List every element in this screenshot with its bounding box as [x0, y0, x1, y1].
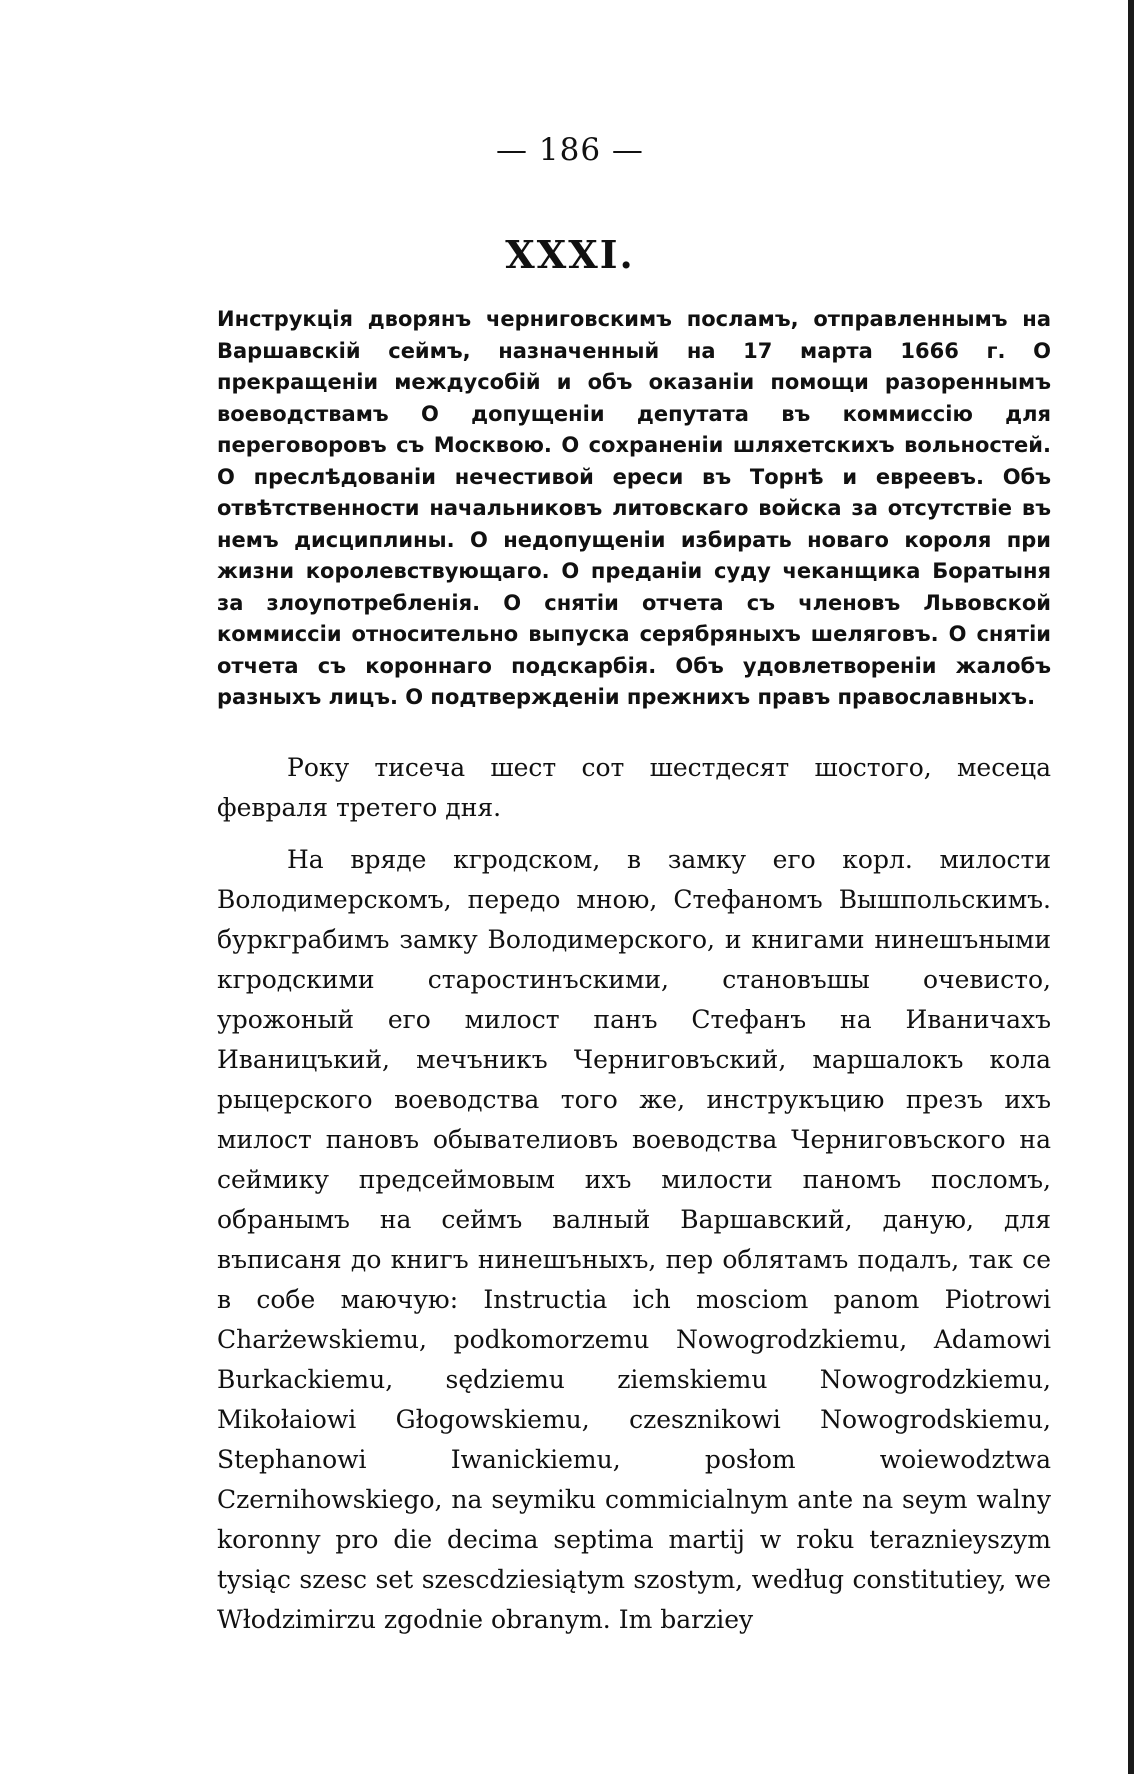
summary-text: Инструкція дворянъ черниговскимъ посламъ, отправленнымъ на Варшавскій сеймъ, назначенный на 17 марта 1666 г. О прекращеніи междусобій и объ оказаніи помощи разореннымъ воеводствамъ О допущеніи депутата въ коммиссію для переговоровъ съ Москвою. О сохраненіи шляхетскихъ вольностей. О преслѣдованіи нечестивой ереси въ Торнѣ и евреевъ. Объ отвѣтственности начальниковъ литовскаго войска за отсутствіе въ немъ дисциплины. О недопущеніи избирать новаго короля при жизни королевствующаго. О преданіи суду чеканщика Боратыня за злоупотребленія. О снятіи отчета съ членовъ Львовской коммиссіи относительно выпуска серябряныхъ шеляговъ. О снятіи отчета съ короннаго подскарбія. Объ удовлетвореніи жалобъ разныхъ лицъ. О подтвержденіи прежнихъ правъ православныхъ.: [217, 307, 1051, 709]
paragraph-opening: Року тисеча шест сот шестдесят шостого, месеца февраля третего дня.: [217, 753, 1051, 822]
summary-block: [217, 304, 1051, 714]
section-title: XXXI.: [505, 232, 635, 277]
paragraph-main: На вряде кгродском, в замку его корл. милости Володимерскомъ, передо мною, Стефаномъ Вышпольскимъ. буркграбимъ замку Володимерского, и книгами нинешъными кгродскими старостинъскими, становъшы очевисто, урожоный его милост панъ Стефанъ на Иваничахъ Иваницъкий, мечъникъ Черниговъский, маршалокъ кола рыцерского воеводства того же, инструкъцию презъ ихъ милост пановъ обывателиовъ воеводства Черниговъского на сеймику предсеймовым ихъ милости паномъ посломъ, обранымъ на сеймъ валный Варшавский, даную, для въписаня до книгъ нинешъныхъ, пер облятамъ подалъ, так се в собе маючую: Instructia ich mosciom panom Piotrowi Charżewskiemu, podkomorzemu Nowogrodzkiemu, Adamowi Burkackiemu, sędziemu ziemskiemu Nowogrodzkiemu, Mikołaiowi Głogowskiemu, czesznikowi Nowogrodskiemu, Stephanowi Iwanickiemu, posłom woiewodztwa Czernihowskiego, na seymiku commicialnym ante na seym walny koronny pro die decima septima martij w roku teraznieyszym tysiąc szesc set szescdziesiątym szostym, według constitutiey, we Włodzimirzu zgodnie obranym. Im barziey: [217, 845, 1051, 1634]
page-edge-rule: [1128, 0, 1134, 1774]
body-text: [217, 748, 1051, 1640]
page-number: — 186 —: [496, 132, 644, 168]
